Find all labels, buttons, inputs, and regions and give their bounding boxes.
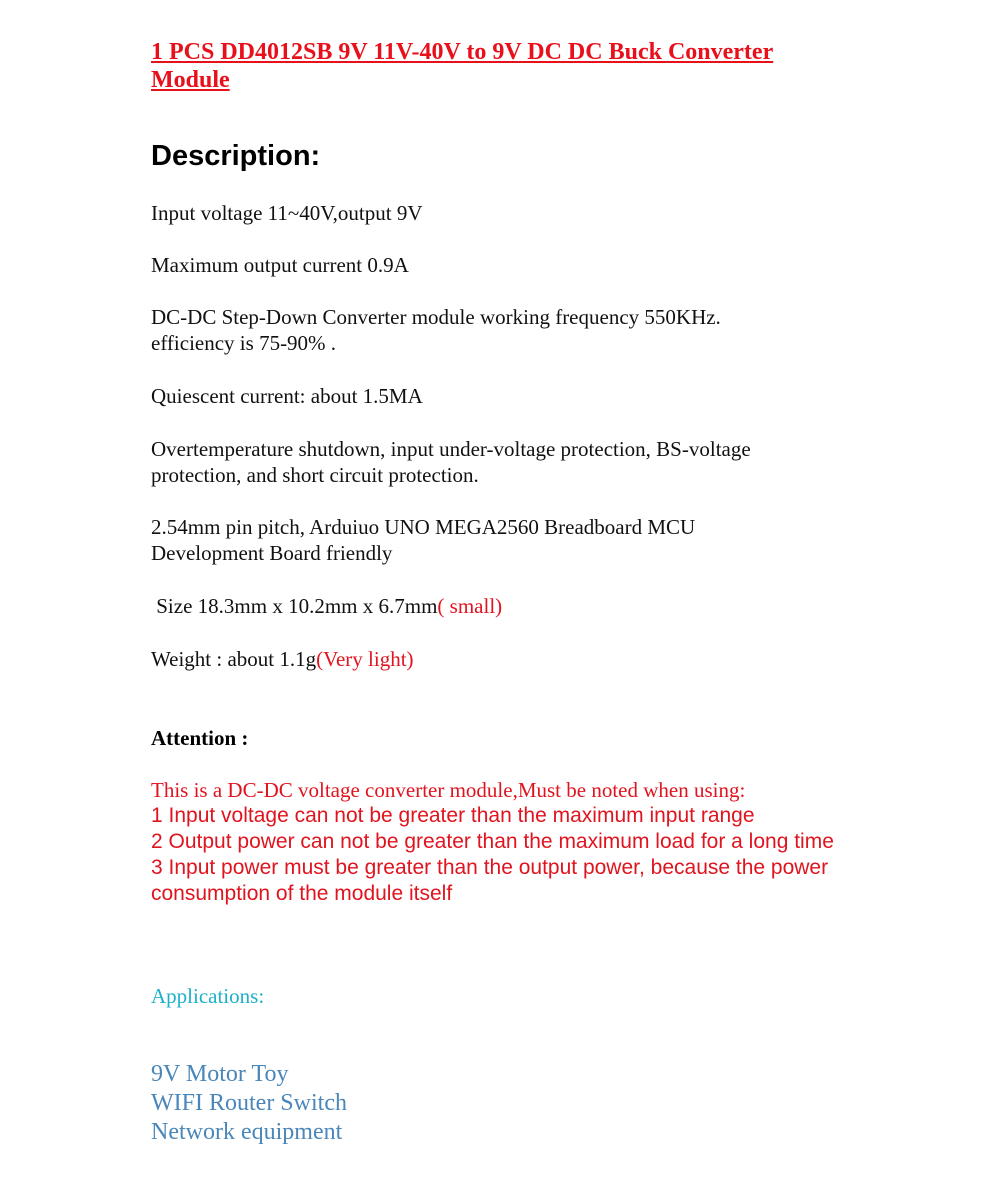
- attention-list: [151, 803, 856, 907]
- size-text: Size 18.3mm x 10.2mm x 6.7mm: [151, 594, 438, 618]
- attention-item: 3 Input power must be greater than the output power, because the power consumption of the module itself: [151, 856, 829, 905]
- attention-label: Attention :: [151, 726, 249, 750]
- applications-heading: Applications:: [151, 984, 265, 1008]
- attention-item: 1 Input voltage can not be greater than the maximum input range: [151, 804, 755, 827]
- product-title: 1 PCS DD4012SB 9V 11V-40V to 9V DC DC Buck Converter Module: [151, 39, 774, 93]
- application-item: 9V Motor Toy: [151, 1061, 289, 1087]
- weight-text: Weight : about 1.1g: [151, 647, 317, 671]
- spec-max-current: Maximum output current 0.9A: [151, 253, 409, 277]
- spec-quiescent: Quiescent current: about 1.5MA: [151, 384, 423, 408]
- spec-frequency: DC-DC Step-Down Converter module working frequency 550KHz. efficiency is 75-90% .: [151, 305, 721, 355]
- application-item: WIFI Router Switch: [151, 1090, 347, 1116]
- weight-note: (Very light): [316, 647, 414, 671]
- size-note: ( small): [437, 594, 503, 618]
- spec-input-voltage: Input voltage 11~40V,output 9V: [151, 201, 423, 225]
- attention-item: 2 Output power can not be greater than the maximum load for a long time: [151, 830, 834, 853]
- spec-protection: Overtemperature shutdown, input under-voltage protection, BS-voltage protection, and short circuit protection.: [151, 437, 751, 487]
- spec-pin-pitch: 2.54mm pin pitch, Arduiuo UNO MEGA2560 Breadboard MCU Development Board friendly: [151, 515, 696, 565]
- applications-list: [151, 1060, 347, 1147]
- description-heading: Description:: [151, 140, 321, 172]
- spec-size: [151, 593, 851, 619]
- attention-intro: This is a DC-DC voltage converter module,Must be noted when using:: [151, 778, 746, 802]
- application-item: Network equipment: [151, 1119, 343, 1145]
- spec-weight: [151, 646, 851, 672]
